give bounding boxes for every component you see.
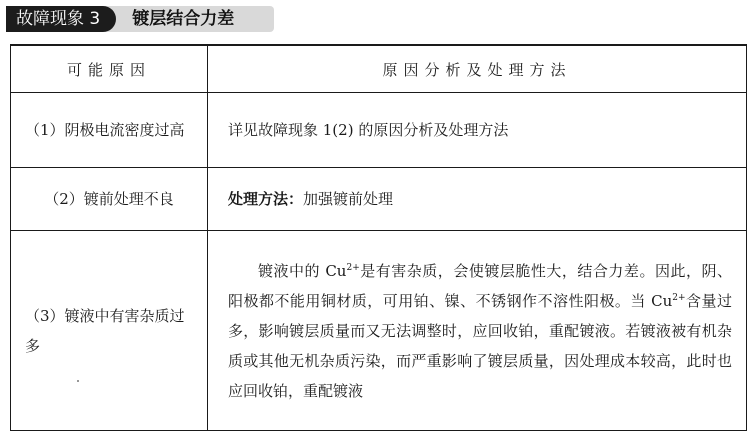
- analysis-cell: [208, 231, 747, 431]
- fault-number-badge: 故障现象 3: [6, 6, 116, 32]
- method-text: 加强镀前处理: [303, 190, 394, 208]
- analysis-text-part: 是有害杂质，会使镀层脆性大，结合力差。因此，阴、阳极都不能用铜材质，可用铂、镍、不锈钢作不溶性阳极。当 Cu: [228, 261, 732, 310]
- cause-cell: （2）镀前处理不良: [11, 168, 208, 231]
- ion-charge-superscript: 2+: [672, 292, 686, 303]
- scan-speck: [77, 380, 79, 382]
- analysis-text-part: 镀液中的 Cu: [258, 261, 347, 280]
- table-row: [11, 231, 747, 431]
- table-row: [11, 168, 747, 231]
- ion-charge-superscript: 2+: [346, 262, 360, 273]
- analysis-cell: [208, 168, 747, 231]
- analysis-text-part: 含量过多，影响镀层质量而又无法调整时，应回收铂，重配镀液。若镀液被有机杂质或其他无机杂质污染，而严重影响了镀层质量，因处理成本较高，此时也应回收铂，重配镀液: [228, 291, 732, 400]
- cause-cell: （1）阴极电流密度过高: [11, 93, 208, 168]
- method-label: 处理方法：: [228, 190, 304, 208]
- table-header-row: [11, 45, 747, 93]
- analysis-paragraph: [228, 256, 732, 406]
- column-header-cause: 可能原因: [11, 45, 208, 93]
- section-title: [6, 6, 274, 32]
- column-header-analysis: 原因分析及处理方法: [208, 45, 747, 93]
- cause-cell: （3）镀液中有害杂质过多: [11, 231, 208, 431]
- fault-analysis-table: [10, 44, 747, 431]
- fault-title: 镀层结合力差: [104, 6, 274, 32]
- analysis-cell: 详见故障现象 1(2) 的原因分析及处理方法: [208, 93, 747, 168]
- table-row: [11, 93, 747, 168]
